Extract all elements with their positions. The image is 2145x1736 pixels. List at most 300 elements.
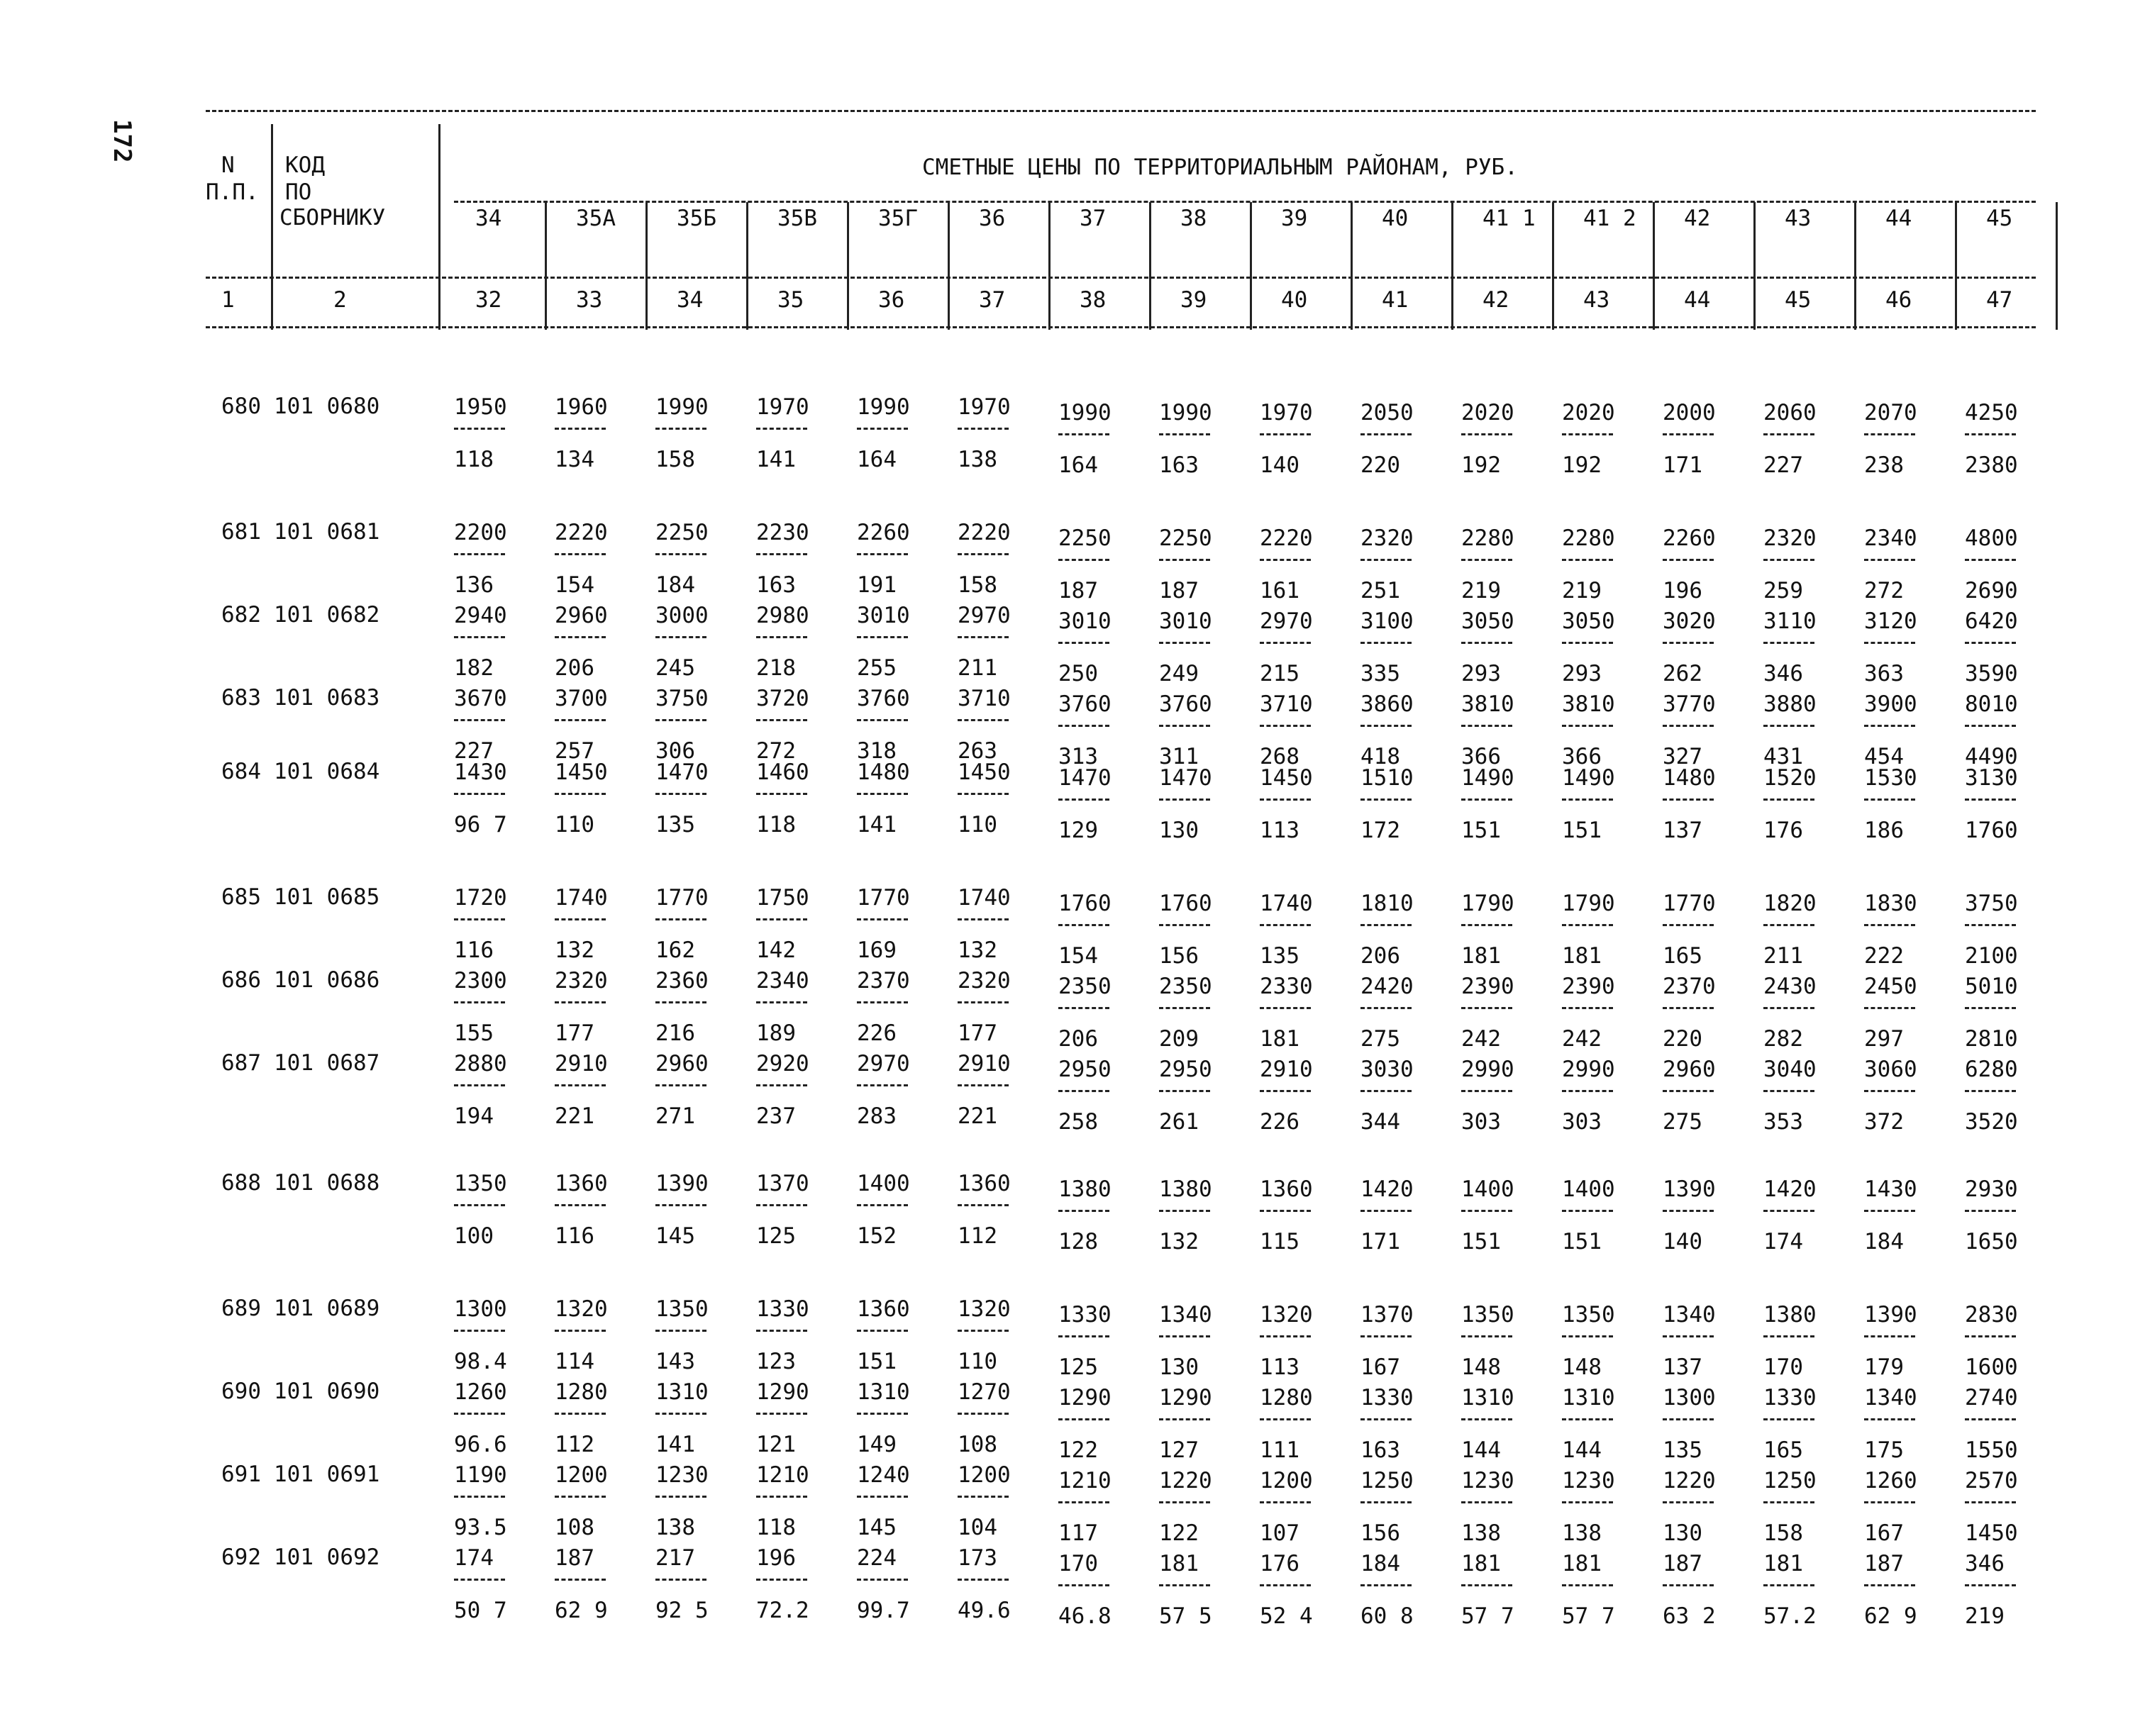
column-number-2: 34	[677, 287, 704, 313]
price-value: 2060	[1763, 400, 1817, 425]
row-number: 688	[221, 1170, 261, 1196]
price-subvalue: 181	[1260, 1026, 1299, 1052]
fraction-rule	[857, 1330, 908, 1332]
price-subvalue: 134	[555, 447, 594, 472]
price-subvalue: 215	[1260, 661, 1299, 686]
header-sub-rule	[206, 277, 2036, 279]
fraction-rule	[1663, 725, 1714, 728]
fraction-rule	[1864, 642, 1915, 645]
fraction-rule	[555, 918, 606, 921]
price-subvalue: 262	[1663, 661, 1702, 686]
price-subvalue: 4490	[1965, 744, 2018, 769]
price-cell	[1260, 1056, 1343, 1135]
price-subvalue: 118	[756, 812, 796, 838]
fraction-rule	[1663, 1418, 1714, 1421]
price-subvalue: 220	[1360, 452, 1400, 478]
row-code: 101 0680	[274, 394, 380, 419]
price-subvalue: 158	[958, 572, 997, 598]
price-cell	[1461, 608, 1545, 687]
row-label	[221, 1170, 379, 1196]
price-cell	[1864, 764, 1948, 844]
price-value: 187	[1864, 1551, 1904, 1576]
price-cell	[655, 967, 739, 1047]
fraction-rule	[1965, 559, 2016, 562]
price-subvalue: 111	[1260, 1437, 1299, 1463]
price-cell	[1864, 1176, 1948, 1255]
price-subvalue: 135	[1260, 943, 1299, 969]
row-label	[221, 759, 379, 784]
price-cell	[756, 394, 840, 473]
price-cell	[1360, 1384, 1444, 1464]
fraction-rule	[454, 1330, 505, 1332]
price-value: 1770	[1663, 891, 1716, 916]
price-subvalue: 128	[1058, 1229, 1098, 1254]
fraction-rule	[1965, 1584, 2016, 1587]
col-divider	[1149, 202, 1151, 330]
fraction-rule	[555, 1330, 606, 1332]
fraction-rule	[958, 1413, 1009, 1415]
price-cell	[1663, 1301, 1746, 1381]
price-cell	[857, 519, 941, 599]
price-value: 1950	[454, 394, 507, 420]
fraction-rule	[454, 1001, 505, 1004]
price-cell	[1360, 608, 1444, 687]
price-value: 2280	[1562, 525, 1615, 551]
column-number-12: 44	[1684, 287, 1711, 313]
fraction-rule	[555, 428, 606, 430]
price-subvalue: 268	[1260, 744, 1299, 769]
price-subvalue: 3520	[1965, 1109, 2018, 1135]
price-cell	[1159, 1467, 1243, 1547]
price-cell	[454, 519, 538, 599]
price-cell	[1260, 890, 1343, 969]
fraction-rule	[857, 719, 908, 722]
price-subvalue: 221	[555, 1103, 594, 1129]
price-value: 1380	[1159, 1176, 1212, 1202]
price-subvalue: 272	[756, 738, 796, 764]
price-value: 1320	[555, 1296, 608, 1322]
row-code: 101 0684	[274, 759, 380, 784]
price-subvalue: 372	[1864, 1109, 1904, 1135]
price-value: 1360	[958, 1171, 1011, 1196]
price-subvalue: 116	[454, 937, 494, 963]
col-divider	[1552, 202, 1554, 330]
price-cell	[857, 602, 941, 681]
fraction-rule	[655, 1496, 706, 1498]
price-value: 8010	[1965, 691, 2018, 717]
fraction-rule	[1663, 1584, 1714, 1587]
fraction-rule	[1159, 1501, 1210, 1504]
fraction-rule	[555, 719, 606, 722]
price-cell	[1663, 973, 1746, 1052]
price-subvalue: 1450	[1965, 1520, 2018, 1546]
price-subvalue: 192	[1562, 452, 1602, 478]
price-subvalue: 297	[1864, 1026, 1904, 1052]
price-subvalue: 60 8	[1360, 1603, 1414, 1629]
price-value: 2830	[1965, 1302, 2018, 1328]
fraction-rule	[655, 719, 706, 722]
fraction-rule	[756, 1330, 807, 1332]
fraction-rule	[756, 636, 807, 639]
price-value: 1960	[555, 394, 608, 420]
price-cell	[1763, 1467, 1847, 1547]
price-value: 1770	[857, 885, 910, 911]
fraction-rule	[1159, 799, 1210, 801]
price-value: 5010	[1965, 974, 2018, 999]
price-subvalue: 2810	[1965, 1026, 2018, 1052]
price-subvalue: 110	[555, 812, 594, 838]
price-cell	[857, 394, 941, 473]
col-divider	[1854, 202, 1856, 330]
price-cell	[454, 1170, 538, 1250]
header-title: СМЕТНЫЕ ЦЕНЫ ПО ТЕРРИТОРИАЛЬНЫМ РАЙОНАМ, РУБ.	[922, 155, 1518, 180]
row-label	[221, 884, 379, 910]
price-cell	[1763, 973, 1847, 1052]
fraction-rule	[655, 1579, 706, 1581]
price-cell	[1058, 691, 1142, 770]
price-subvalue: 151	[857, 1349, 897, 1374]
price-value: 3710	[1260, 691, 1313, 717]
price-value: 3750	[655, 686, 709, 711]
page-number: 172	[108, 119, 136, 163]
price-subvalue: 366	[1562, 744, 1602, 769]
price-cell	[958, 884, 1041, 964]
price-subvalue: 206	[555, 655, 594, 681]
price-value: 2990	[1562, 1057, 1615, 1082]
price-subvalue: 162	[655, 937, 695, 963]
price-cell	[1562, 1550, 1646, 1630]
price-cell	[655, 1170, 739, 1250]
price-value: 1830	[1864, 891, 1917, 916]
price-cell	[1562, 1467, 1646, 1547]
price-cell	[1965, 1384, 2049, 1464]
fraction-rule	[1058, 1090, 1109, 1093]
fraction-rule	[857, 1001, 908, 1004]
price-subvalue: 227	[454, 738, 494, 764]
price-subvalue: 184	[1864, 1229, 1904, 1254]
price-cell	[1864, 1301, 1948, 1381]
fraction-rule	[555, 1496, 606, 1498]
fraction-rule	[454, 1496, 505, 1498]
price-cell	[1360, 691, 1444, 770]
fraction-rule	[958, 719, 1009, 722]
fraction-rule	[1461, 1501, 1512, 1504]
price-value: 3000	[655, 603, 709, 628]
price-value: 1350	[454, 1171, 507, 1196]
price-cell	[756, 602, 840, 681]
price-subvalue: 275	[1360, 1026, 1400, 1052]
fraction-rule	[1159, 559, 1210, 562]
price-value: 1970	[756, 394, 809, 420]
price-value: 1370	[1360, 1302, 1414, 1328]
fraction-rule	[1461, 924, 1512, 927]
fraction-rule	[1763, 799, 1814, 801]
price-value: 3010	[1058, 608, 1112, 634]
price-subvalue: 138	[1461, 1520, 1501, 1546]
price-subvalue: 140	[1260, 452, 1299, 478]
price-value: 1270	[958, 1379, 1011, 1405]
fraction-rule	[1763, 1418, 1814, 1421]
price-value: 1300	[454, 1296, 507, 1322]
price-subvalue: 454	[1864, 744, 1904, 769]
price-value: 1200	[1260, 1468, 1313, 1493]
price-value: 1740	[555, 885, 608, 911]
price-value: 2340	[756, 968, 809, 994]
price-subvalue: 154	[1058, 943, 1098, 969]
fraction-rule	[555, 636, 606, 639]
price-value: 2390	[1461, 974, 1514, 999]
price-cell	[1562, 1056, 1646, 1135]
price-subvalue: 118	[756, 1515, 796, 1540]
fraction-rule	[1965, 1418, 2016, 1421]
price-cell	[1663, 1467, 1746, 1547]
price-subvalue: 1600	[1965, 1354, 2018, 1380]
fraction-rule	[857, 1204, 908, 1207]
price-subvalue: 57 7	[1461, 1603, 1514, 1629]
price-cell	[1763, 525, 1847, 604]
price-cell	[1965, 608, 2049, 687]
price-value: 1280	[1260, 1385, 1313, 1410]
price-subvalue: 335	[1360, 661, 1400, 686]
fraction-rule	[756, 719, 807, 722]
price-cell	[555, 1545, 638, 1624]
price-cell	[1058, 1056, 1142, 1135]
price-value: 1810	[1360, 891, 1414, 916]
price-cell	[756, 1170, 840, 1250]
price-cell	[1965, 1301, 2049, 1381]
price-cell	[454, 1379, 538, 1458]
column-number-0: 32	[475, 287, 502, 313]
price-subvalue: 170	[1763, 1354, 1803, 1380]
fraction-rule	[857, 1413, 908, 1415]
price-subvalue: 158	[1763, 1520, 1803, 1546]
column-number-5: 37	[979, 287, 1006, 313]
price-cell	[555, 884, 638, 964]
price-subvalue: 115	[1260, 1229, 1299, 1254]
price-subvalue: 237	[756, 1103, 796, 1129]
price-value: 1400	[857, 1171, 910, 1196]
price-value: 2320	[958, 968, 1011, 994]
fraction-rule	[1461, 642, 1512, 645]
fraction-rule	[655, 636, 706, 639]
price-subvalue: 151	[1562, 1229, 1602, 1254]
price-cell	[1461, 1550, 1545, 1630]
price-value: 6280	[1965, 1057, 2018, 1082]
fraction-rule	[857, 553, 908, 556]
price-value: 2970	[1260, 608, 1313, 634]
price-subvalue: 156	[1159, 943, 1199, 969]
fraction-rule	[1360, 725, 1412, 728]
price-value: 1280	[555, 1379, 608, 1405]
column-number-7: 39	[1180, 287, 1207, 313]
fraction-rule	[958, 1330, 1009, 1332]
price-subvalue: 165	[1663, 943, 1702, 969]
fraction-rule	[1663, 1501, 1714, 1504]
district-header-1: 35А	[576, 206, 616, 231]
price-subvalue: 222	[1864, 943, 1904, 969]
price-cell	[756, 759, 840, 838]
price-value: 181	[1763, 1551, 1803, 1576]
price-value: 1790	[1562, 891, 1615, 916]
price-cell	[958, 685, 1041, 764]
price-value: 1970	[1260, 400, 1313, 425]
fraction-rule	[1260, 433, 1311, 436]
row-label	[221, 1462, 379, 1487]
price-cell	[1864, 1384, 1948, 1464]
price-subvalue: 148	[1461, 1354, 1501, 1380]
price-subvalue: 100	[454, 1223, 494, 1249]
price-value: 2350	[1159, 974, 1212, 999]
col-divider	[1753, 202, 1756, 330]
fraction-rule	[1562, 1418, 1613, 1421]
fraction-rule	[1360, 799, 1412, 801]
price-cell	[857, 759, 941, 838]
price-subvalue: 283	[857, 1103, 897, 1129]
fraction-rule	[756, 1084, 807, 1087]
price-value: 3710	[958, 686, 1011, 711]
price-cell	[1763, 764, 1847, 844]
fraction-rule	[555, 1579, 606, 1581]
fraction-rule	[1461, 1007, 1512, 1010]
price-cell	[1663, 608, 1746, 687]
price-subvalue: 218	[756, 655, 796, 681]
fraction-rule	[454, 1204, 505, 1207]
fraction-rule	[1260, 1090, 1311, 1093]
price-value: 2260	[857, 520, 910, 545]
row-code: 101 0689	[274, 1296, 380, 1321]
col-code-label3: СБОРНИКУ	[279, 205, 386, 230]
price-value: 1320	[1260, 1302, 1313, 1328]
price-cell	[1562, 764, 1646, 844]
price-cell	[1260, 1176, 1343, 1255]
price-subvalue: 154	[555, 572, 594, 598]
price-value: 1370	[756, 1171, 809, 1196]
price-value: 2980	[756, 603, 809, 628]
price-cell	[756, 685, 840, 764]
price-cell	[1260, 525, 1343, 604]
price-value: 3900	[1864, 691, 1917, 717]
fraction-rule	[1763, 1090, 1814, 1093]
fraction-rule	[1562, 1501, 1613, 1504]
fraction-rule	[1360, 433, 1412, 436]
price-value: 1290	[1159, 1385, 1212, 1410]
fraction-rule	[1663, 433, 1714, 436]
price-subvalue: 104	[958, 1515, 997, 1540]
price-subvalue: 177	[555, 1020, 594, 1046]
price-value: 1760	[1058, 891, 1112, 916]
fraction-rule	[1159, 642, 1210, 645]
price-cell	[555, 519, 638, 599]
price-subvalue: 46.8	[1058, 1603, 1112, 1629]
price-cell	[1159, 525, 1243, 604]
fraction-rule	[1360, 1584, 1412, 1587]
price-value: 2250	[655, 520, 709, 545]
price-value: 1330	[1360, 1385, 1414, 1410]
price-cell	[1461, 1301, 1545, 1381]
price-value: 6420	[1965, 608, 2018, 634]
price-cell	[655, 1050, 739, 1130]
fraction-rule	[1360, 1090, 1412, 1093]
price-cell	[1360, 1467, 1444, 1547]
price-subvalue: 63 2	[1663, 1603, 1716, 1629]
fraction-rule	[555, 553, 606, 556]
fraction-rule	[454, 793, 505, 796]
price-cell	[1159, 764, 1243, 844]
price-cell	[1864, 1056, 1948, 1135]
fraction-rule	[1864, 924, 1915, 927]
fraction-rule	[1360, 924, 1412, 927]
price-subvalue: 327	[1663, 744, 1702, 769]
price-subvalue: 135	[1663, 1437, 1702, 1463]
price-cell	[1562, 890, 1646, 969]
fraction-rule	[1864, 1418, 1915, 1421]
price-value: 1210	[1058, 1468, 1112, 1493]
price-subvalue: 165	[1763, 1437, 1803, 1463]
row-code: 101 0686	[274, 967, 380, 993]
fraction-rule	[655, 918, 706, 921]
price-subvalue: 127	[1159, 1437, 1199, 1463]
price-subvalue: 163	[1360, 1437, 1400, 1463]
row-label	[221, 1545, 379, 1570]
price-value: 2350	[1058, 974, 1112, 999]
row-number: 680	[221, 394, 261, 419]
fraction-rule	[454, 636, 505, 639]
price-cell	[857, 1050, 941, 1130]
price-cell	[454, 759, 538, 838]
fraction-rule	[1461, 1090, 1512, 1093]
price-value: 173	[958, 1545, 997, 1571]
price-subvalue: 132	[958, 937, 997, 963]
row-code: 101 0683	[274, 685, 380, 711]
price-cell	[1360, 1056, 1444, 1135]
price-cell	[958, 519, 1041, 599]
price-cell	[958, 602, 1041, 681]
fraction-rule	[1461, 799, 1512, 801]
price-subvalue: 187	[1058, 578, 1098, 603]
price-cell	[1562, 973, 1646, 1052]
fraction-rule	[1763, 1584, 1814, 1587]
fraction-rule	[1864, 433, 1915, 436]
fraction-rule	[655, 1330, 706, 1332]
district-header-5: 36	[979, 206, 1006, 231]
price-subvalue: 257	[555, 738, 594, 764]
price-cell	[1159, 1550, 1243, 1630]
price-value: 2250	[1159, 525, 1212, 551]
price-subvalue: 140	[1663, 1229, 1702, 1254]
price-cell	[655, 394, 739, 473]
price-value: 2280	[1461, 525, 1514, 551]
price-subvalue: 194	[454, 1103, 494, 1129]
fraction-rule	[1159, 1335, 1210, 1338]
price-cell	[1260, 1384, 1343, 1464]
price-cell	[1360, 399, 1444, 479]
fraction-rule	[1763, 924, 1814, 927]
price-subvalue: 130	[1663, 1520, 1702, 1546]
price-subvalue: 113	[1260, 818, 1299, 843]
price-cell	[1864, 973, 1948, 1052]
column-number-8: 40	[1281, 287, 1308, 313]
fraction-rule	[1058, 725, 1109, 728]
fraction-rule	[1058, 559, 1109, 562]
column-number-lead-0: 1	[221, 287, 235, 313]
price-cell	[1663, 525, 1746, 604]
row-label	[221, 1296, 379, 1321]
price-value: 2000	[1663, 400, 1716, 425]
fraction-rule	[1663, 1007, 1714, 1010]
price-subvalue: 169	[857, 937, 897, 963]
price-subvalue: 189	[756, 1020, 796, 1046]
price-cell	[1360, 1550, 1444, 1630]
